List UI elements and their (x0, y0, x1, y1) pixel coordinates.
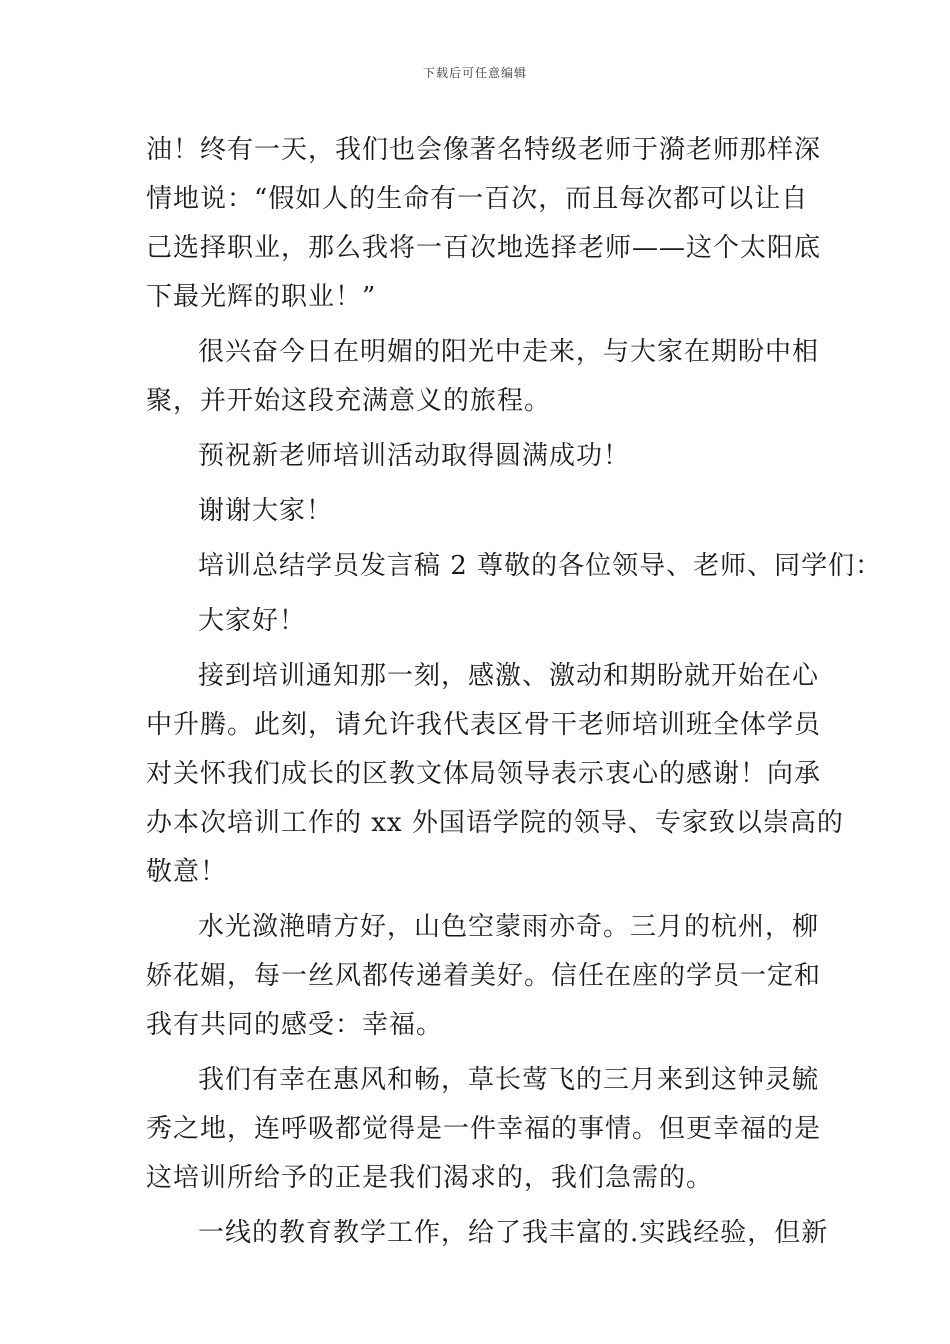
text-line: 办本次培训工作的 xx 外国语学院的领导、专家致以崇高的 (146, 808, 844, 838)
text-line: 油！终有一天，我们也会像著名特级老师于漪老师那样深 (146, 135, 822, 165)
text-line: 下最光辉的职业！” (146, 282, 377, 312)
text-line: 对关怀我们成长的区教文体局领导表示衷心的感谢！向承 (146, 759, 822, 789)
paragraph-start-line: 谢谢大家！ (198, 496, 334, 526)
paragraph-start-line: 预祝新老师培训活动取得圆满成功！ (198, 441, 631, 471)
text-line: 中升腾。此刻，请允许我代表区骨干老师培训班全体学员 (146, 710, 822, 740)
text-line: 娇花媚，每一丝风都传递着美好。信任在座的学员一定和 (146, 961, 822, 991)
paragraph-start-line: 接到培训通知那一刻，感激、激动和期盼就开始在心 (198, 661, 820, 691)
paragraph-start-line: 大家好！ (198, 606, 307, 636)
paragraph-start-line: 水光潋滟晴方好，山色空蒙雨亦奇。三月的杭州，柳 (198, 912, 820, 942)
text-line: 敬意！ (146, 857, 228, 887)
text-line: 聚，并开始这段充满意义的旅程。 (146, 386, 552, 416)
text-line: 情地说：“假如人的生命有一百次，而且每次都可以让自 (146, 184, 809, 214)
paragraph-start-line: 我们有幸在惠风和畅，草长莺飞的三月来到这钟灵毓 (198, 1065, 820, 1095)
paragraph-start-line: 一线的教育教学工作，给了我丰富的.实践经验，但新 (198, 1218, 829, 1248)
page-header: 下载后可任意编辑 (422, 66, 527, 80)
text-line: 这培训所给予的正是我们渴求的，我们急需的。 (146, 1163, 714, 1193)
document-body (146, 128, 883, 1260)
text-line: 我有共同的感受：幸福。 (146, 1010, 444, 1040)
text-line: 秀之地，连呼吸都觉得是一件幸福的事情。但更幸福的是 (146, 1114, 822, 1144)
text-line: 己选择职业，那么我将一百次地选择老师——这个太阳底 (146, 233, 822, 263)
paragraph-start-line: 培训总结学员发言稿 2 尊敬的各位领导、老师、同学们： (198, 551, 883, 581)
paragraph-start-line: 很兴奋今日在明媚的阳光中走来，与大家在期盼中相 (198, 337, 820, 367)
